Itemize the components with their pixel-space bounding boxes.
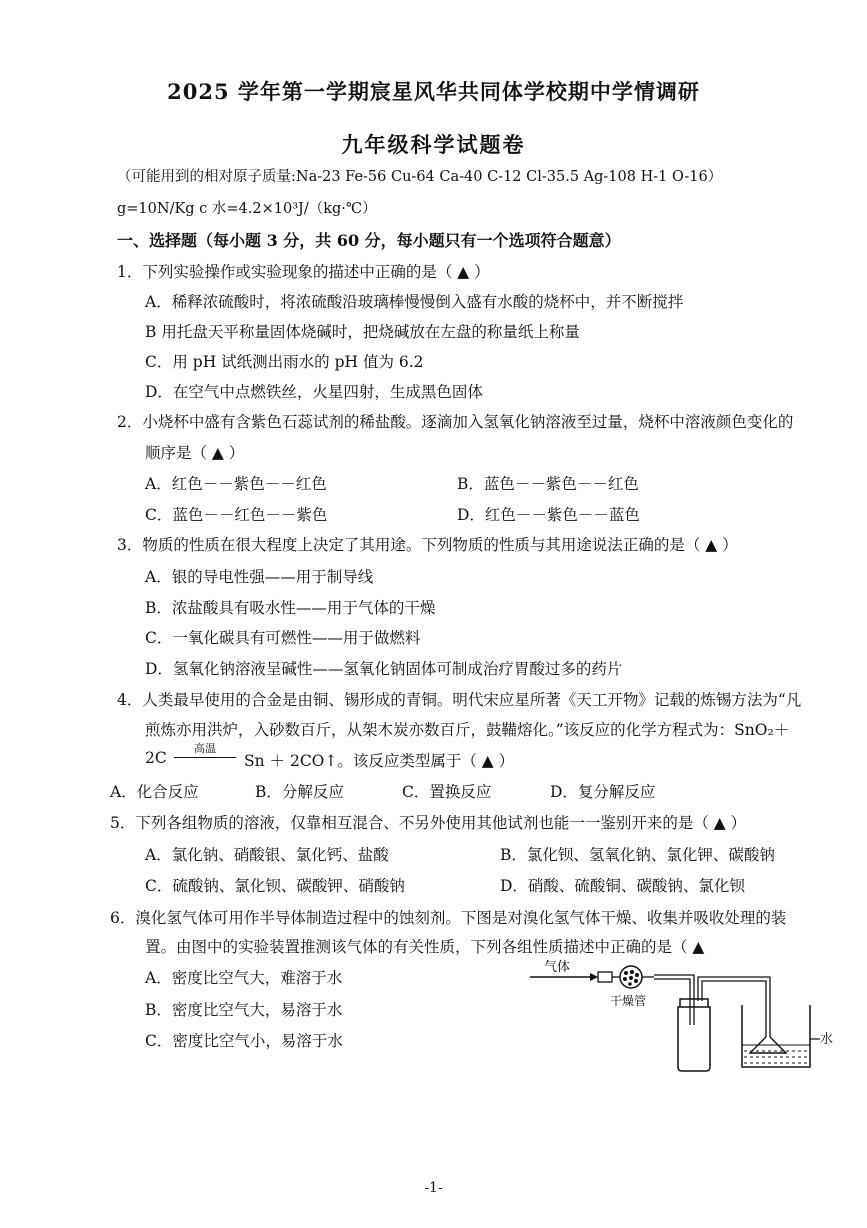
option-b: B．蓝色－－紫色－－红色 (457, 475, 639, 493)
question-stem-cont: 煎炼亦用洪炉，入砂数百斤，从架木炭亦数百斤，鼓鞴熔化。”该反应的化学方程式为：SnO₂＋ (145, 721, 790, 739)
exam-title: 2025 学年第一学期宸星风华共同体学校期中学情调研 (167, 79, 700, 104)
option-c: C．硫酸钠、氯化钡、碳酸钾、硝酸钠 (145, 877, 405, 895)
option-c: C．置换反应 (402, 783, 492, 801)
option-c: C．密度比空气小，易溶于水 (145, 1032, 343, 1050)
inlet-tube-inner (654, 979, 690, 1025)
question-stem: 6．溴化氢气体可用作半导体制造过程中的蚀刻剂。下图是对溴化氢气体干燥、收集并吸收处理的装 (110, 909, 787, 927)
option-b: B 用托盘天平称量固体烧碱时，把烧碱放在左盘的称量纸上称量 (145, 323, 580, 341)
question-stem-cont: 顺序是（ ▲ ） (145, 444, 245, 462)
option-d: D．氢氧化钠溶液呈碱性——氢氧化钠固体可制成治疗胃酸过多的药片 (145, 660, 623, 678)
gas-arrow-icon (590, 973, 598, 981)
constants-note: g=10N/Kg c 水=4.2×10³J/（kg·℃） (117, 201, 377, 217)
option-c: C．蓝色－－红色－－紫色 (145, 506, 328, 524)
option-a: A．氯化钠、硝酸银、氯化钙、盐酸 (145, 846, 389, 864)
option-a: A．银的导电性强——用于制导线 (145, 568, 374, 586)
outlet-tube (702, 981, 766, 1037)
option-b: B．密度比空气大，易溶于水 (145, 1001, 343, 1019)
beaker (742, 1005, 810, 1067)
option-a: A．稀释浓硫酸时，将浓硫酸沿玻璃棒慢慢倒入盛有水酸的烧杯中，并不断搅拌 (145, 293, 684, 311)
section-heading: 一、选择题（每小题 3 分，共 60 分，每小题只有一个选项符合题意） (117, 231, 621, 250)
question-stem: 5．下列各组物质的溶液，仅靠相互混合、不另外使用其他试剂也能一一鉴别开来的是（ ▲ ） (110, 814, 747, 832)
gas-label: 气体 (544, 960, 571, 975)
apparatus-figure (520, 955, 834, 1075)
option-c: C．一氧化碳具有可燃性——用于做燃料 (145, 629, 421, 647)
exam-subtitle: 九年级科学试题卷 (341, 132, 526, 157)
dryer-label: 干燥管 (610, 994, 647, 1008)
option-d: D．复分解反应 (550, 783, 656, 801)
option-d: D．红色－－紫色－－蓝色 (457, 506, 640, 524)
atomic-masses-note: （可能用到的相对原子质量:Na-23 Fe-56 Cu-64 Ca-40 C-12 Cl-35.5 Ag-108 H-1 O-16） (117, 169, 723, 185)
reaction-condition: 高温 (194, 742, 216, 755)
equation-left: 2C (145, 749, 167, 767)
option-b: B．氯化钡、氢氧化钠、氯化钾、碳酸钠 (500, 846, 775, 864)
page-number: -1- (424, 1180, 443, 1196)
question-stem: 4．人类最早使用的合金是由铜、锡形成的青铜。明代宋应星所著《天工开物》记载的炼锡方法为“凡 (117, 691, 802, 709)
inlet-tube (654, 975, 694, 1025)
option-b: B．浓盐酸具有吸水性——用于气体的干燥 (145, 599, 436, 617)
reaction-arrow-line (174, 757, 236, 758)
question-stem: 1．下列实验操作或实验现象的描述中正确的是（ ▲ ） (117, 263, 490, 281)
option-b: B．分解反应 (255, 783, 344, 801)
option-d: D．硝酸、硫酸铜、碳酸钠、氯化钡 (500, 877, 745, 895)
drying-tube-inlet (598, 972, 612, 982)
option-d: D．在空气中点燃铁丝，火星四射，生成黑色固体 (145, 383, 483, 401)
question-stem: 3．物质的性质在很大程度上决定了其用途。下列物质的性质与其用途说法正确的是（ ▲ ） (117, 536, 738, 554)
option-c: C．用 pH 试纸测出雨水的 pH 值为 6.2 (145, 353, 424, 371)
question-stem-cont: 置。由图中的实验装置推测该气体的有关性质，下列各组性质描述中正确的是（ ▲ (145, 938, 705, 956)
option-a: A．密度比空气大，难溶于水 (145, 969, 343, 987)
equation-right: Sn ＋ 2CO↑。该反应类型属于（ ▲ ） (244, 752, 515, 770)
option-a: A．化合反应 (110, 783, 199, 801)
question-stem: 2．小烧杯中盛有含紫色石蕊试剂的稀盐酸。逐滴加入氢氧化钠溶液至过量，烧杯中溶液颜色变化的 (117, 413, 794, 431)
option-a: A．红色－－紫色－－红色 (145, 475, 327, 493)
water-label: 水 (820, 1032, 834, 1047)
